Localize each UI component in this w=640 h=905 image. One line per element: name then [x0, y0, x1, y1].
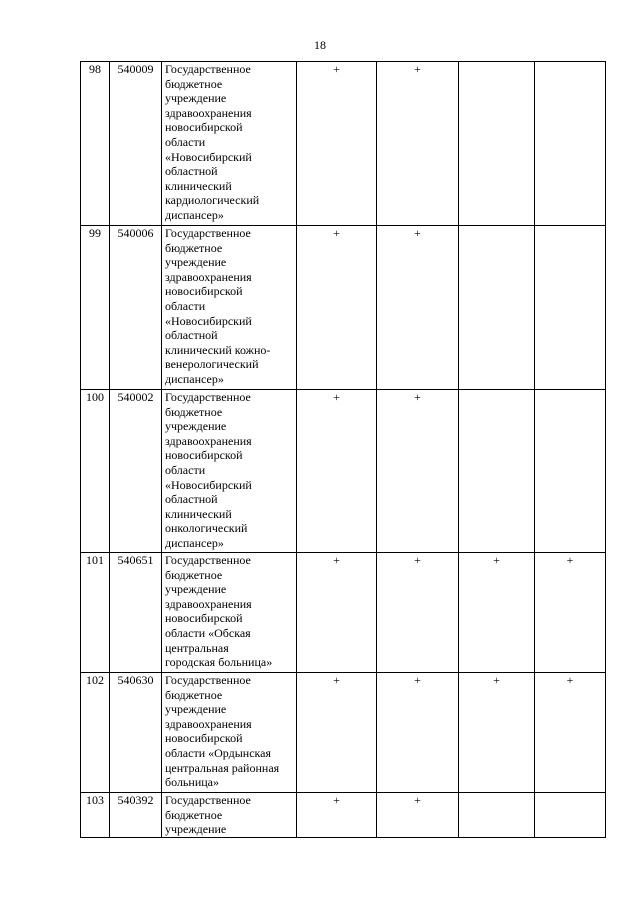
organization-name: Государственное бюджетное учреждение здравоохранения новосибирской области «Новосибирский областной клинический кожно- венерологический диспансер» — [165, 226, 271, 386]
organization-name-cell — [162, 62, 297, 226]
organization-name: Государственное бюджетное учреждение здравоохранения новосибирской области «Новосибирский областной клинический кардиологический диспансер» — [165, 62, 260, 222]
mark-cell-2: + — [377, 226, 459, 390]
table-row — [81, 62, 606, 226]
row-number: 100 — [81, 390, 110, 553]
organization-code: 540006 — [110, 226, 162, 390]
organizations-table — [80, 61, 606, 838]
organization-code: 540009 — [110, 62, 162, 226]
table-row — [81, 673, 606, 793]
mark-cell-2: + — [377, 390, 459, 553]
row-number: 99 — [81, 226, 110, 390]
row-number: 101 — [81, 553, 110, 673]
organization-code: 540002 — [110, 390, 162, 553]
mark-cell-2: + — [377, 673, 459, 793]
mark-cell-3 — [459, 226, 535, 390]
organization-name-cell — [162, 390, 297, 553]
mark-cell-1: + — [297, 793, 377, 838]
organization-name: Государственное бюджетное учреждение — [165, 793, 251, 837]
row-number: 103 — [81, 793, 110, 838]
mark-cell-2: + — [377, 793, 459, 838]
mark-cell-1: + — [297, 673, 377, 793]
mark-cell-4 — [535, 793, 606, 838]
organization-name: Государственное бюджетное учреждение здравоохранения новосибирской области «Обская центральная городская больница» — [165, 553, 273, 670]
organization-code: 540392 — [110, 793, 162, 838]
organization-name: Государственное бюджетное учреждение здравоохранения новосибирской области «Новосибирский областной клинический онкологический диспансер» — [165, 390, 252, 550]
mark-cell-2: + — [377, 62, 459, 226]
table-row — [81, 226, 606, 390]
table-row — [81, 553, 606, 673]
page-number: 18 — [314, 38, 326, 52]
mark-cell-4 — [535, 62, 606, 226]
table-row — [81, 793, 606, 838]
mark-cell-4: + — [535, 553, 606, 673]
mark-cell-2: + — [377, 553, 459, 673]
mark-cell-4: + — [535, 673, 606, 793]
mark-cell-3 — [459, 390, 535, 553]
mark-cell-4 — [535, 390, 606, 553]
mark-cell-1: + — [297, 390, 377, 553]
mark-cell-3: + — [459, 673, 535, 793]
mark-cell-1: + — [297, 553, 377, 673]
mark-cell-4 — [535, 226, 606, 390]
mark-cell-3: + — [459, 553, 535, 673]
table-row — [81, 390, 606, 553]
mark-cell-1: + — [297, 62, 377, 226]
organization-code: 540630 — [110, 673, 162, 793]
organization-name-cell — [162, 553, 297, 673]
mark-cell-1: + — [297, 226, 377, 390]
row-number: 98 — [81, 62, 110, 226]
mark-cell-3 — [459, 793, 535, 838]
organization-name-cell — [162, 793, 297, 838]
row-number: 102 — [81, 673, 110, 793]
organization-name-cell — [162, 673, 297, 793]
organization-code: 540651 — [110, 553, 162, 673]
organization-name: Государственное бюджетное учреждение здравоохранения новосибирской области «Ордынская центральная районная больница» — [165, 673, 280, 790]
organization-name-cell — [162, 226, 297, 390]
mark-cell-3 — [459, 62, 535, 226]
